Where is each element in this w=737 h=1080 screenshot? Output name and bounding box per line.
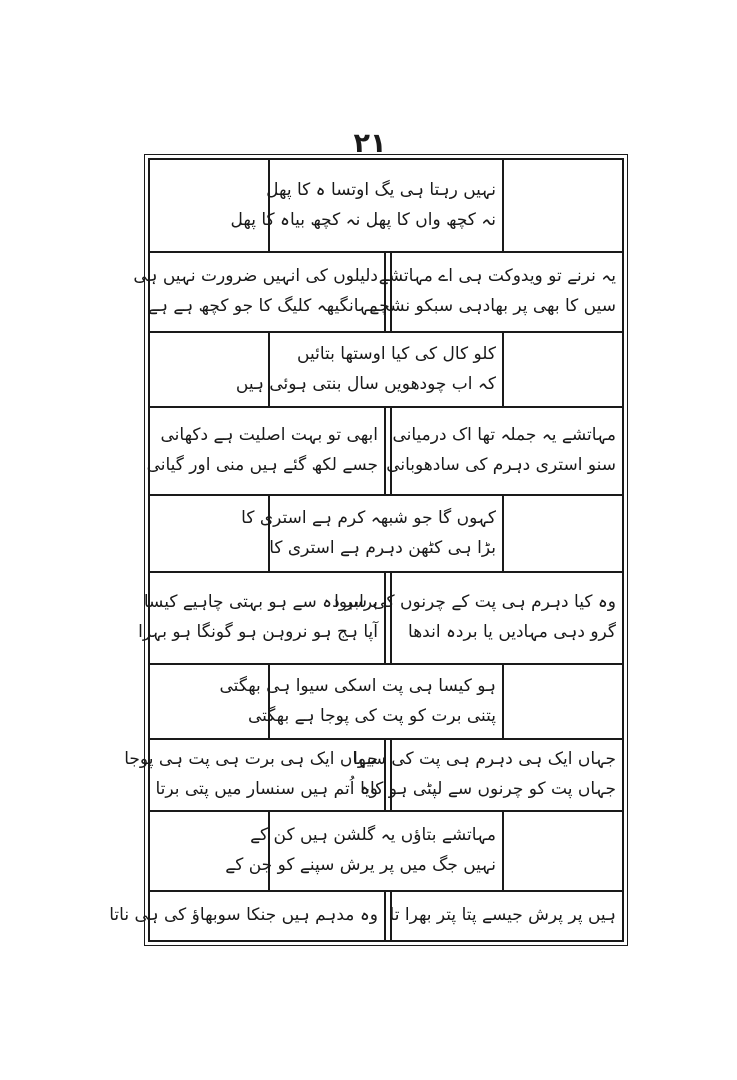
verse-line: آپا ہج ہو نروہن ہو گونگا ہو بہرا — [138, 622, 378, 642]
verse-line: ہو کیسا ہی پت اسکی سیوا ہی بھگتی — [219, 675, 496, 696]
verse-line: پتنی برت کو پت کی پوجا ہے بھگتی — [247, 705, 496, 726]
verse-line: یہ نرنے تو ویدوکت ہی اے مہاتشے — [378, 266, 616, 287]
verse-line: جہاں ایک ہی دہرم ہی پت کی سیوا — [353, 749, 616, 770]
verse-couplet-right — [389, 892, 622, 940]
verse-row-1 — [150, 160, 622, 253]
verse-line: جہاں پت کو چرنوں سے لپٹی ہو کایا — [360, 779, 616, 799]
verse-couplet-left — [138, 573, 384, 663]
verse-line: کلو کال کی کیا اوستھا بتائیں — [297, 343, 496, 364]
verse-line: مہاتشے بتاؤں یہ گلشن ہیں کن کے — [250, 825, 496, 846]
verse-line: سیں کا بھی پر بھادہی سبکو نشچے — [369, 296, 616, 316]
verse-row-3 — [150, 333, 622, 408]
column-divider — [384, 740, 392, 810]
verse-line: کہ اب چودھویں سال بنتی ہوئی ہیں — [235, 373, 496, 394]
verse-line: مہاتشے یہ جملہ تھا اک درمیانی — [392, 425, 616, 446]
verse-table — [109, 158, 624, 942]
verse-line: مہانگیھہ کلیگ کا جو کچھ ہے ہے — [148, 296, 378, 316]
verse-couplet-right — [334, 573, 622, 663]
verse-row-4 — [146, 408, 622, 496]
verse-couplet — [225, 812, 504, 890]
verse-couplet — [219, 665, 504, 738]
column-divider — [384, 253, 392, 331]
verse-line: سنو استری دہرم کی سادھوبانی — [386, 455, 616, 475]
verse-row-8 — [124, 740, 622, 812]
verse-couplet-left — [109, 892, 384, 940]
verse-line: نہیں رہتا ہی یگ اوتسا ہ کا پھل — [266, 179, 496, 200]
verse-line: نہ کچھ واں کا پھل نہ کچھ بیاہ کا پھل — [230, 209, 496, 230]
verse-line: جہاں ایک ہی برت ہی پت ہی پوجا — [124, 749, 378, 770]
page-number: ۲۱ — [353, 128, 387, 159]
verse-couplet-left — [124, 740, 384, 810]
verse-line: بڑا ہی کٹھن دہرم ہے استری کا — [269, 537, 496, 558]
verse-line: وہ اُتم ہیں سنسار میں پتی برتا — [155, 779, 378, 799]
verse-row-2 — [133, 253, 622, 333]
verse-couplet-left — [146, 408, 384, 494]
verse-couplet — [230, 160, 504, 251]
verse-couplet-right — [369, 253, 622, 331]
verse-line: دلیلوں کی انہیں ضرورت نہیں ہی — [133, 266, 378, 287]
verse-couplet — [241, 496, 504, 571]
verse-couplet — [235, 333, 504, 406]
column-divider — [384, 408, 392, 494]
verse-row-5 — [150, 496, 622, 573]
verse-line: ابھی تو بہت اصلیت ہے دکھانی — [160, 425, 378, 446]
column-divider — [384, 573, 392, 663]
verse-row-9 — [150, 812, 622, 892]
verse-line: جسے لکھ گئے ہیں منی اور گیانی — [146, 455, 378, 475]
verse-line: برابر دہ سے ہو بہتی چاہیے کیسا — [143, 592, 378, 613]
verse-line: نہیں جگ میں پر یرش سپنے کو جن کے — [225, 855, 496, 875]
verse-line: کہوں گا جو شبھہ کرم ہے استری کا — [241, 507, 496, 528]
verse-row-6 — [138, 573, 622, 665]
verse-line: وہ کیا دہرم ہی پت کے چرنوں کی سیوا — [334, 592, 616, 613]
verse-row-7 — [150, 665, 622, 740]
verse-line: گرو دہی مہادیں یا بردہ اندھا — [408, 622, 616, 642]
column-divider — [384, 892, 392, 940]
verse-row-10 — [109, 892, 622, 940]
verse-line: ہیں پر پرش جیسے پتا پتر بھرا تا — [389, 905, 616, 926]
verse-couplet-left — [133, 253, 384, 331]
verse-couplet-right — [353, 740, 622, 810]
verse-line: وہ مدہم ہیں جنکا سوبھاؤ کی ہی ناتا — [109, 905, 378, 926]
verse-couplet-right — [386, 408, 622, 494]
